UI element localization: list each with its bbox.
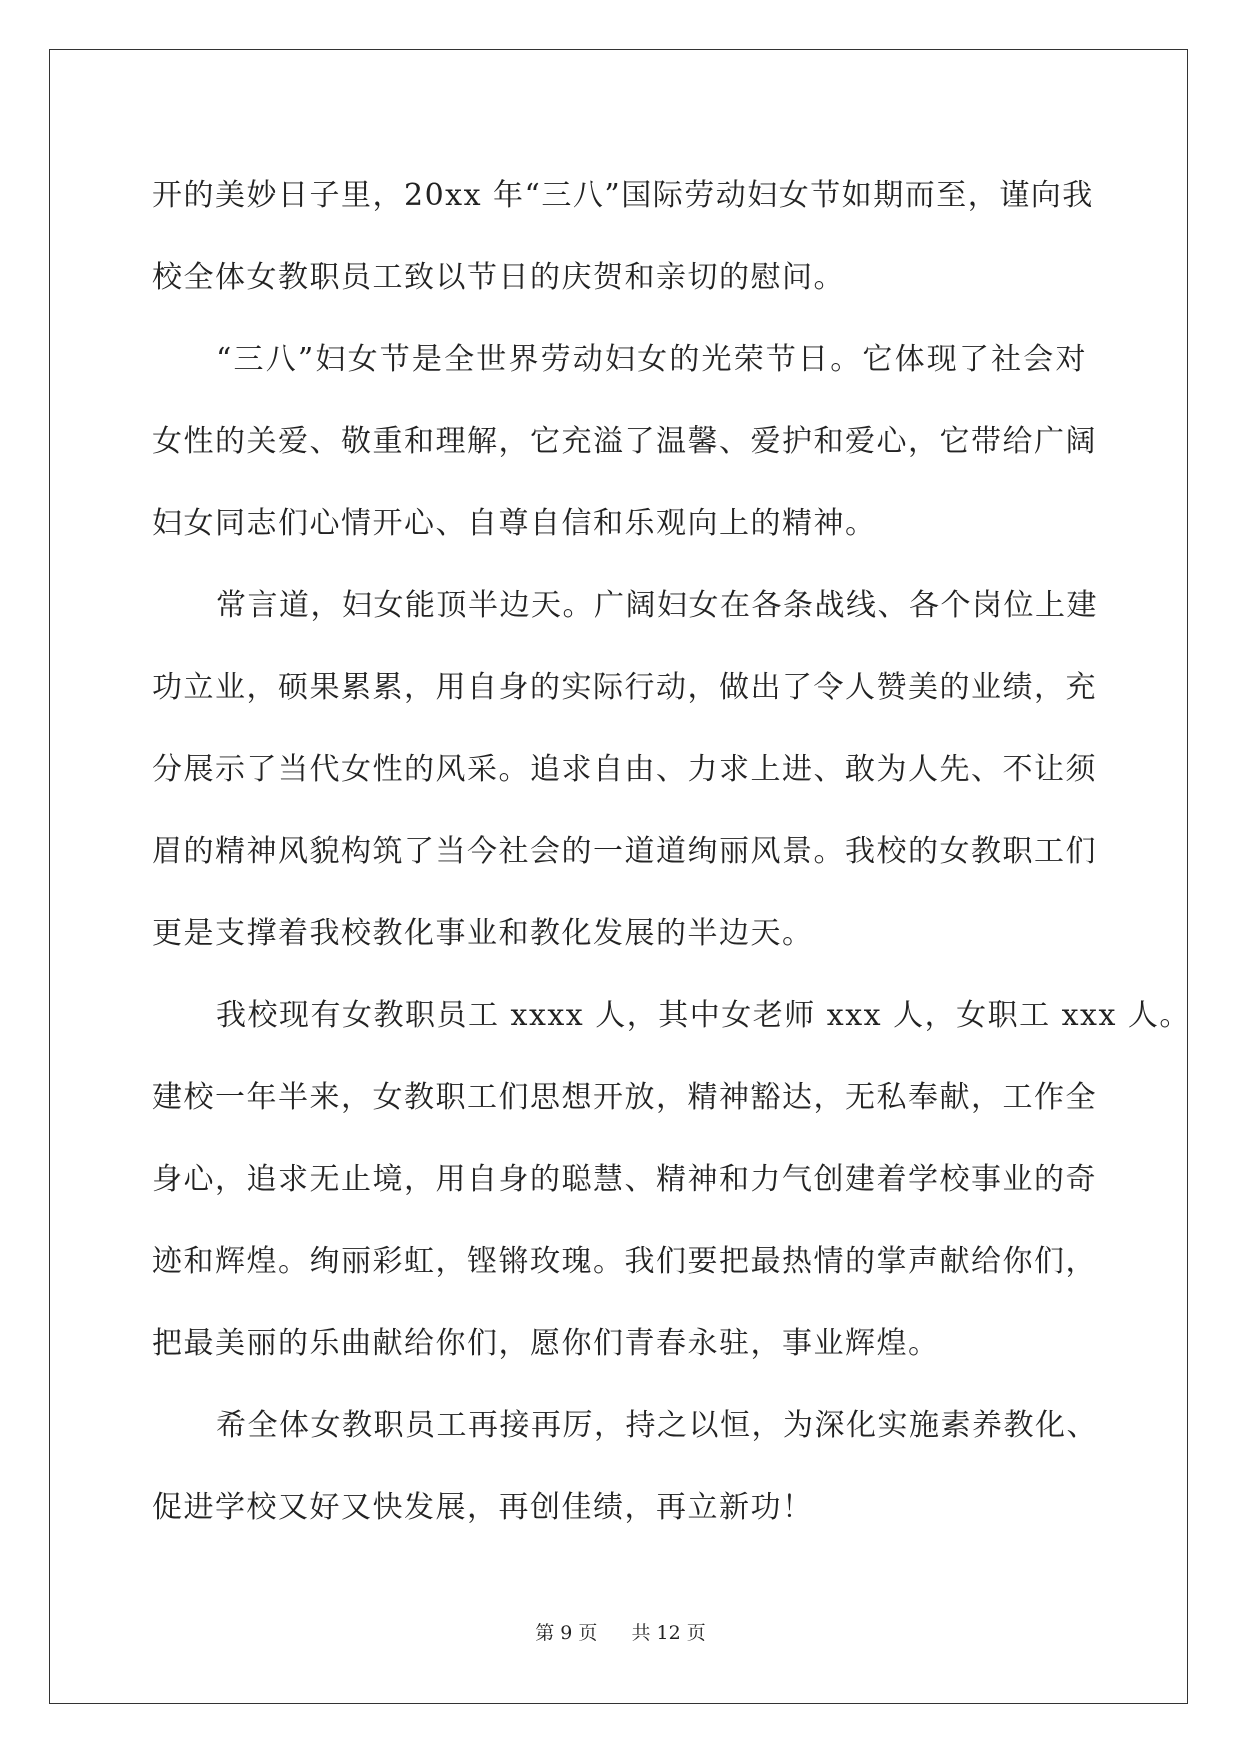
text-line: 校全体女教职员工致以节日的庆贺和亲切的慰问。 [152, 260, 845, 295]
text-line: “三八”妇女节是全世界劳动妇女的光荣节日。它体现了社会对 [216, 342, 1087, 377]
text-line: 妇女同志们心情开心、自尊自信和乐观向上的精神。 [152, 506, 877, 541]
page-total: 共 12 页 [631, 1622, 706, 1644]
text-line: 更是支撑着我校教化事业和教化发展的半边天。 [152, 916, 814, 951]
text-line: 开的美妙日子里，20xx 年“三八”国际劳动妇女节如期而至，谨向我 [152, 178, 1094, 213]
text-line: 希全体女教职员工再接再厉，持之以恒，为深化实施素养教化、 [216, 1408, 1098, 1443]
text-line: 分展示了当代女性的风采。追求自由、力求上进、敢为人先、不让须 [152, 752, 1097, 787]
text-line: 促进学校又好又快发展，再创佳绩，再立新功！ [152, 1490, 814, 1525]
text-line: 女性的关爱、敬重和理解，它充溢了温馨、爱护和爱心，它带给广阔 [152, 424, 1097, 459]
page-number: 第 9 页 [535, 1622, 598, 1644]
text-line: 功立业，硕果累累，用自身的实际行动，做出了令人赞美的业绩，充 [152, 670, 1097, 705]
text-line: 眉的精神风貌构筑了当今社会的一道道绚丽风景。我校的女教职工们 [152, 834, 1097, 869]
text-line: 常言道，妇女能顶半边天。广阔妇女在各条战线、各个岗位上建 [216, 588, 1098, 623]
page-footer [0, 1618, 1241, 1645]
text-line: 身心，追求无止境，用自身的聪慧、精神和力气创建着学校事业的奇 [152, 1162, 1097, 1197]
document-body [152, 155, 1191, 1549]
text-line: 迹和辉煌。绚丽彩虹，铿锵玫瑰。我们要把最热情的掌声献给你们， [152, 1244, 1097, 1279]
text-line: 我校现有女教职员工 xxxx 人，其中女老师 xxx 人，女职工 xxx 人。 [216, 998, 1191, 1033]
text-line: 把最美丽的乐曲献给你们，愿你们青春永驻，事业辉煌。 [152, 1326, 940, 1361]
text-line: 建校一年半来，女教职工们思想开放，精神豁达，无私奉献，工作全 [152, 1080, 1097, 1115]
